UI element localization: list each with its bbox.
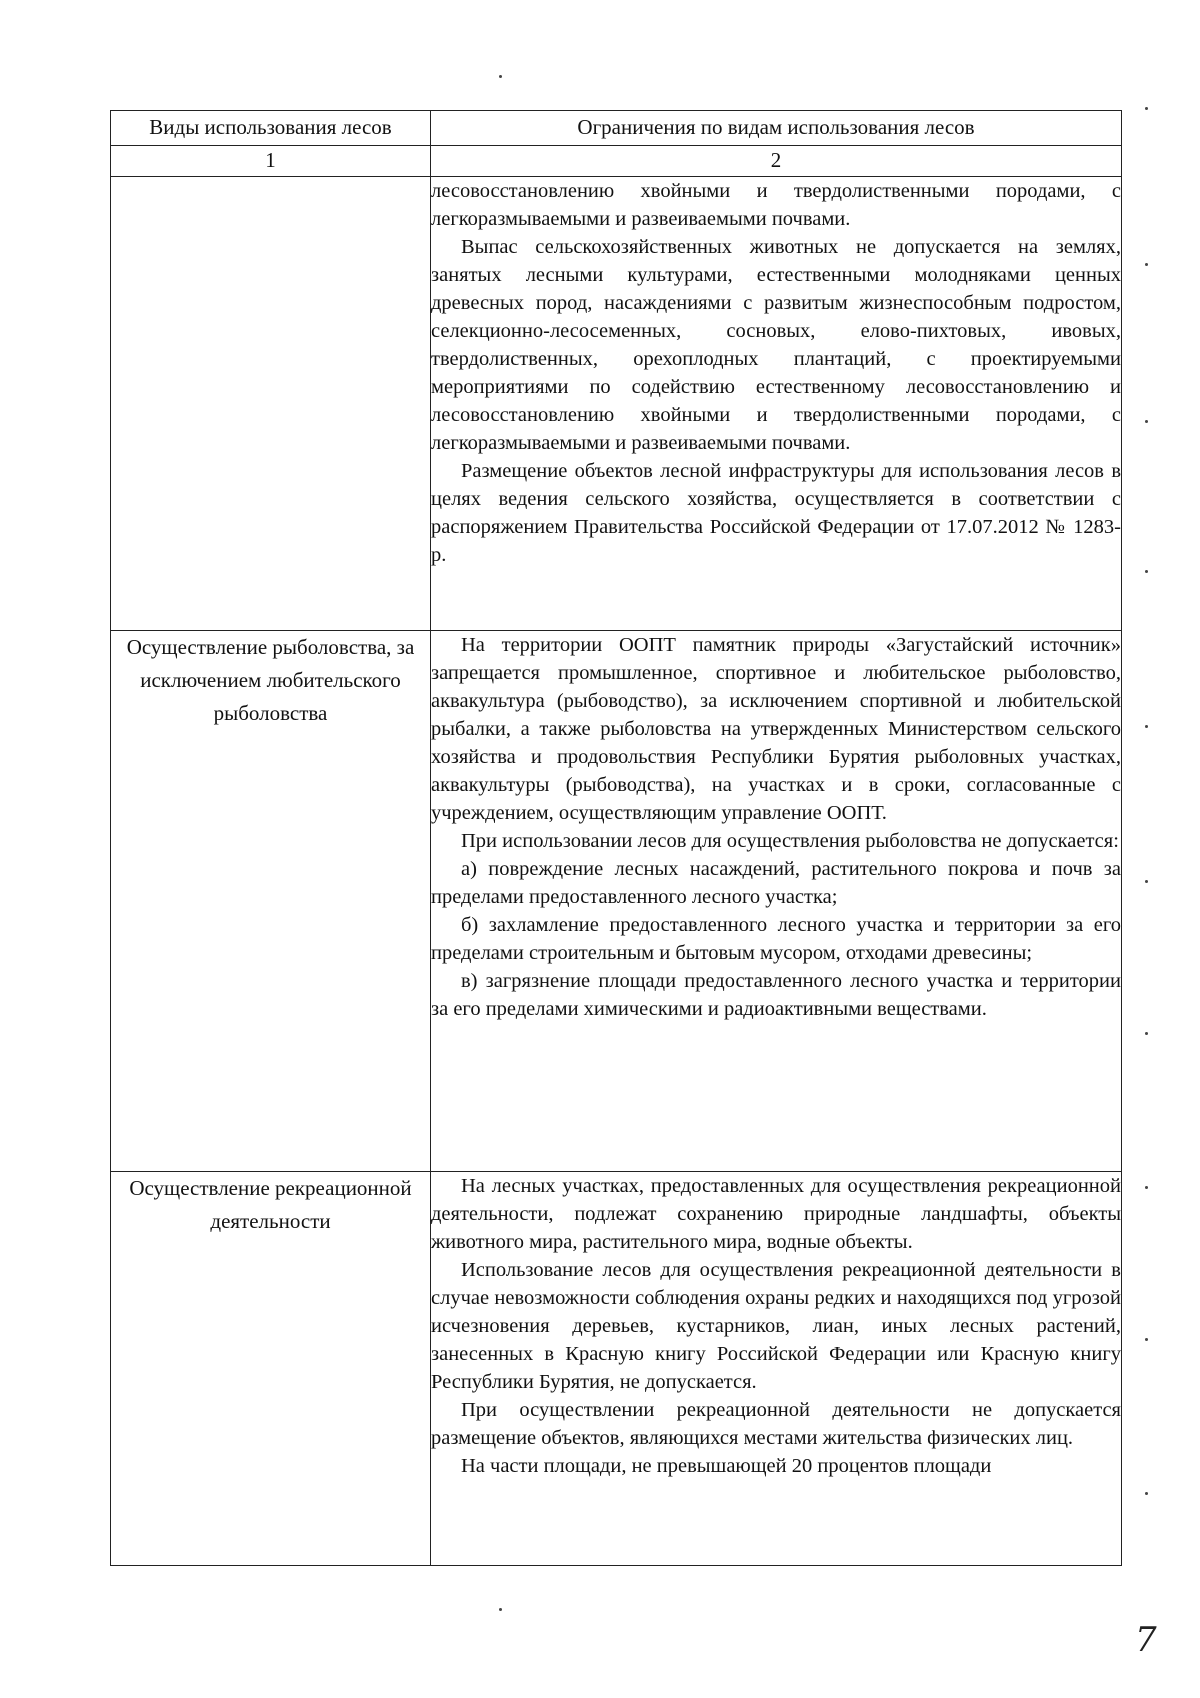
scan-speck (1145, 1338, 1148, 1341)
restriction-paragraph: На территории ООПТ памятник природы «Загустайский источник» запрещается промышленное, спортивное и любительское рыболовство, аквакультура (рыбоводство), за исключением спортивной и любительской рыбалки, а также рыболовства на утвержденных Министерством сельского хозяйства и продовольствия Республики Бурятия рыболовных участках, аквакультуры (рыбоводства), на участках и в сроки, согласованные с учреждением, осуществляющим управление ООПТ. (431, 634, 1121, 824)
restriction-paragraph: Использование лесов для осуществления рекреационной деятельности в случае невозможности соблюдения охраны редких и находящихся под угрозой исчезновения деревьев, кустарников, лиан, иных лесных растений, занесенных в Красную книгу Российской Федерации или Красную книгу Республики Бурятия, не допускается. (431, 1259, 1121, 1393)
restriction-paragraph: Выпас сельскохозяйственных животных не допускается на землях, занятых лесными культурами, естественными молодняками ценных древесных пород, насаждениями с развитым жизнеспособным подростом, селекционно-лесосеменных, сосновых, елово-пихтовых, ивовых, твердолиственных, орехоплодных плантаций, с проектируемыми мероприятиями по содействию естественному лесовосстановлению и лесовосстановлению хвойными и твердолиственными породами, с легкоразмываемыми и развеиваемыми почвами. (431, 236, 1121, 454)
column-number-2: 2 (431, 146, 1122, 177)
restriction-list-item: а) повреждение лесных насаждений, растительного покрова и почв за пределами предоставленного лесного участка; (431, 858, 1121, 908)
table-row (111, 631, 1122, 1172)
scan-speck (1145, 263, 1148, 266)
table-row (111, 1172, 1122, 1566)
table-numbering-row (111, 146, 1122, 177)
scan-speck (499, 75, 502, 78)
scan-speck (1145, 880, 1148, 883)
restriction-paragraph: На лесных участках, предоставленных для осуществления рекреационной деятельности, подлежат сохранению природные ландшафты, объекты животного мира, растительного мира, водные объекты. (431, 1175, 1121, 1253)
row-restrictions (431, 631, 1122, 1172)
row-forest-use-type: Осуществление рекреационной деятельности (111, 1172, 431, 1566)
restriction-paragraph: На части площади, не превышающей 20 процентов площади (461, 1455, 992, 1477)
scan-speck (1145, 725, 1148, 728)
row-forest-use-type: Осуществление рыболовства, за исключением любительского рыболовства (111, 631, 431, 1172)
row-restrictions (431, 1172, 1122, 1566)
header-restrictions: Ограничения по видам использования лесов (431, 111, 1122, 146)
table-header-row (111, 111, 1122, 146)
restriction-list-item: в) загрязнение площади предоставленного лесного участка и территории за его пределами химическими и радиоактивными веществами. (431, 970, 1121, 1020)
scan-speck (499, 1608, 502, 1611)
scan-speck (1145, 420, 1148, 423)
row-forest-use-type (111, 177, 431, 631)
row-restrictions (431, 177, 1122, 631)
forest-use-restrictions-table (110, 110, 1122, 1566)
handwritten-page-number: 7 (1135, 1620, 1157, 1660)
scan-speck (1145, 107, 1148, 110)
column-number-1: 1 (111, 146, 431, 177)
scan-speck (1145, 1032, 1148, 1035)
scan-speck (1145, 1186, 1148, 1189)
restriction-list-item: б) захламление предоставленного лесного участка и территории за его пределами строительным и бытовым мусором, отходами древесины; (431, 914, 1121, 964)
header-forest-use-types: Виды использования лесов (111, 111, 431, 146)
restriction-paragraph: лесовосстановлению хвойными и твердолиственными породами, с легкоразмываемыми и развеиваемыми почвами. (431, 180, 1121, 230)
restriction-paragraph: Размещение объектов лесной инфраструктуры для использования лесов в целях ведения сельского хозяйства, осуществляется в соответствии с распоряжением Правительства Российской Федерации от 17.07.2012 № 1283-р. (431, 460, 1121, 566)
restriction-paragraph: При использовании лесов для осуществления рыболовства не допускается: (461, 830, 1119, 852)
restriction-paragraph: При осуществлении рекреационной деятельности не допускается размещение объектов, являющихся местами жительства физических лиц. (431, 1399, 1121, 1449)
scan-speck (1145, 570, 1148, 573)
table-row (111, 177, 1122, 631)
scan-speck (1145, 1492, 1148, 1495)
